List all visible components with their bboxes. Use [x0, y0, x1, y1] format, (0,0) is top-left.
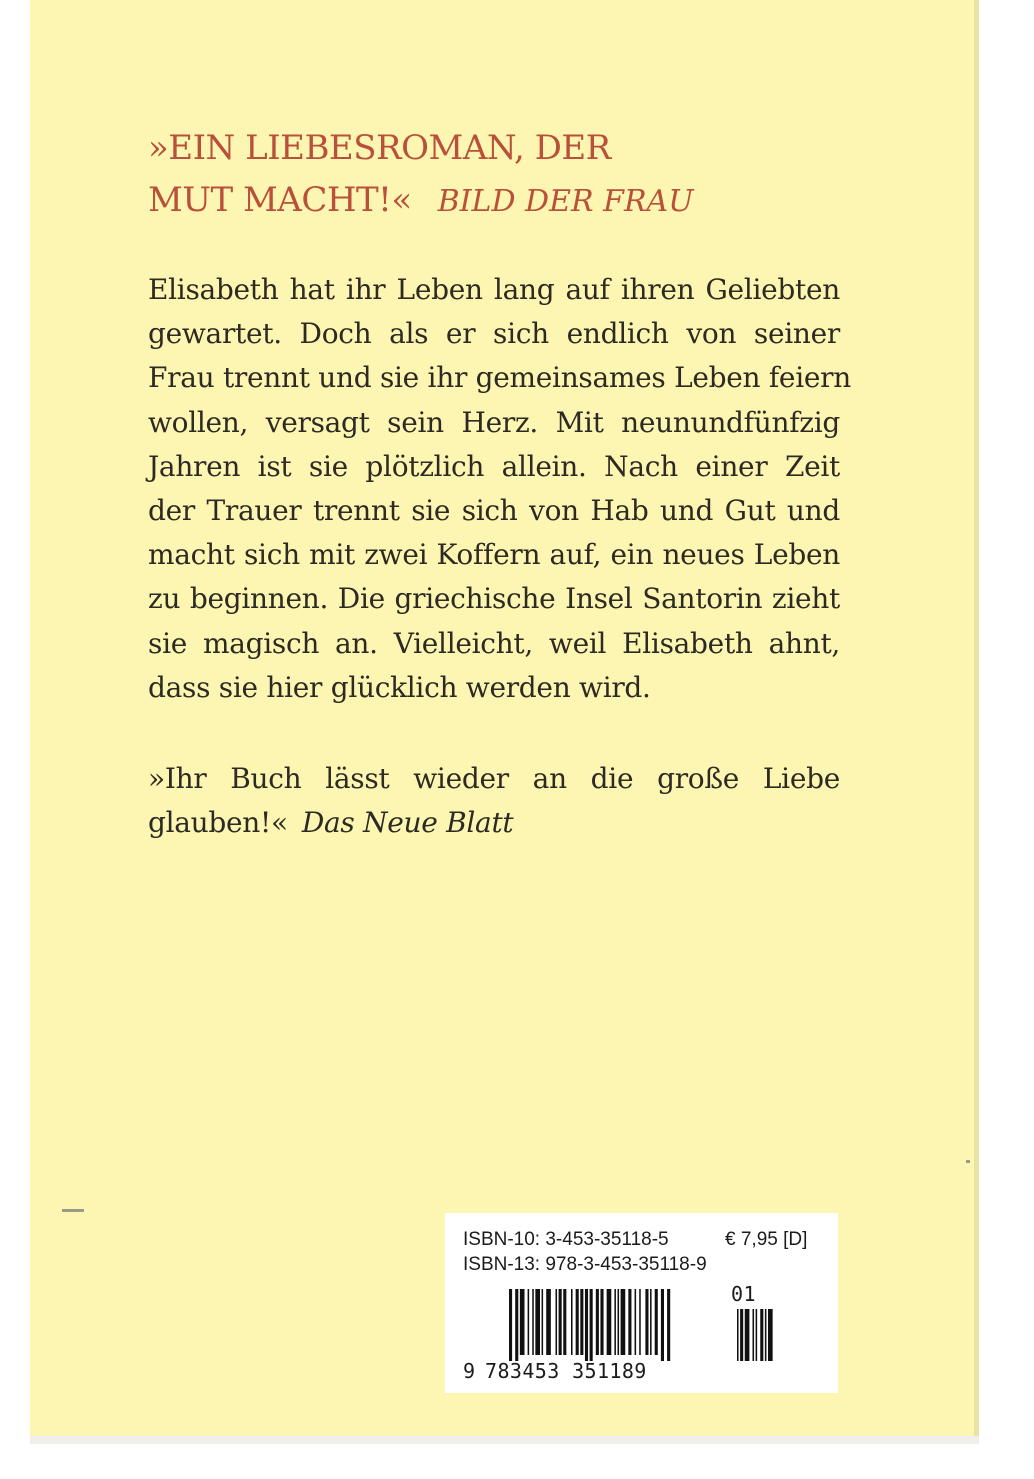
blurb-line: Jahren ist sie plötzlich allein. Nach einer Zeit — [148, 449, 840, 483]
isbn-13-label: ISBN-13: 978-3-453-35118-9 — [463, 1254, 707, 1275]
barcode-bar — [650, 1289, 652, 1355]
barcode-bar — [535, 1289, 540, 1355]
barcode-bar — [542, 1289, 544, 1355]
print-speck — [62, 1209, 84, 1212]
barcode-bar — [576, 1289, 579, 1355]
barcode-bar — [600, 1289, 603, 1355]
headline-quote — [148, 122, 848, 228]
blurb-line: sie magisch an. Vielleicht, weil Elisabeth ahnt, — [148, 626, 840, 660]
barcode-bar — [768, 1309, 773, 1361]
barcode-bar — [645, 1289, 648, 1355]
barcode-bar — [745, 1309, 750, 1361]
barcode-bar — [756, 1309, 758, 1361]
blurb-line: gewartet. Doch als er sich endlich von seiner — [148, 317, 840, 351]
barcode-bar — [532, 1289, 534, 1355]
barcode-bar — [546, 1289, 551, 1355]
review-quote — [148, 757, 840, 845]
price-label: € 7,95 [D] — [725, 1229, 808, 1250]
review-line-1: »Ihr Buch lässt wieder an die große Liebe — [148, 762, 840, 795]
barcode-bar — [639, 1289, 641, 1355]
barcode-bar — [515, 1289, 518, 1361]
barcode-bar — [585, 1289, 588, 1361]
barcode-bar — [556, 1289, 558, 1355]
barcode-bar — [655, 1289, 658, 1355]
barcode-bar — [621, 1289, 626, 1355]
barcode-bar — [590, 1289, 593, 1361]
barcode-bar — [760, 1309, 763, 1361]
barcode-bar — [607, 1289, 612, 1355]
barcode-digits: 783453 351189 — [485, 1359, 647, 1383]
review-line-2-text: glauben!« — [148, 806, 288, 839]
review-source: Das Neue Blatt — [301, 806, 514, 839]
cover-bottom-edge — [30, 1436, 979, 1444]
blurb-line: Elisabeth hat ihr Leben lang auf ihren Geliebten — [148, 273, 840, 306]
headline-line-1: »EIN LIEBESROMAN, DER — [148, 128, 611, 168]
blurb-line: macht sich mit zwei Koffern auf, ein neues Leben — [148, 538, 840, 572]
headline-line-2-text: MUT MACHT!« — [148, 180, 412, 220]
barcode-bar — [563, 1289, 566, 1355]
barcode-bar — [753, 1309, 755, 1361]
barcode-bar — [580, 1289, 583, 1355]
blurb-line: der Trauer trennt sie sich von Hab und Gut und — [148, 494, 840, 528]
barcode-addon-digits: 01 — [731, 1282, 756, 1306]
barcode-bar — [528, 1289, 530, 1355]
barcode-bar — [520, 1289, 525, 1355]
barcode-bar — [765, 1309, 767, 1361]
blurb-line: wollen, versagt sein Herz. Mit neunundfünfzig — [148, 405, 840, 439]
barcode-bar — [661, 1289, 664, 1361]
barcode-bar — [559, 1289, 562, 1355]
print-speck — [966, 1160, 970, 1163]
barcode-bar — [667, 1289, 670, 1361]
barcode-bar — [614, 1289, 616, 1355]
book-blurb — [148, 268, 851, 710]
cover-edge-shadow — [974, 0, 979, 1436]
blurb-line: zu beginnen. Die griechische Insel Santorin zieht — [148, 582, 840, 616]
barcode-panel — [445, 1213, 838, 1393]
headline-source: BILD DER FRAU — [437, 184, 694, 219]
barcode-bar — [509, 1289, 512, 1361]
barcode-bar — [596, 1289, 599, 1355]
blurb-line: Frau trennt und sie ihr gemeinsames Leben feiern — [148, 361, 851, 395]
barcode-first-digit: 9 — [463, 1359, 476, 1383]
isbn-10-label: ISBN-10: 3-453-35118-5 — [463, 1229, 669, 1250]
barcode-bar — [737, 1309, 739, 1361]
barcode-bar — [618, 1289, 620, 1355]
barcode-bar — [628, 1289, 631, 1355]
headline-line-2 — [148, 174, 848, 228]
review-line-2 — [148, 801, 840, 845]
barcode-bar — [571, 1289, 573, 1355]
barcode-bar — [740, 1309, 743, 1361]
barcode-bar — [635, 1289, 637, 1355]
blurb-line: dass sie hier glücklich werden wird. — [148, 670, 651, 704]
